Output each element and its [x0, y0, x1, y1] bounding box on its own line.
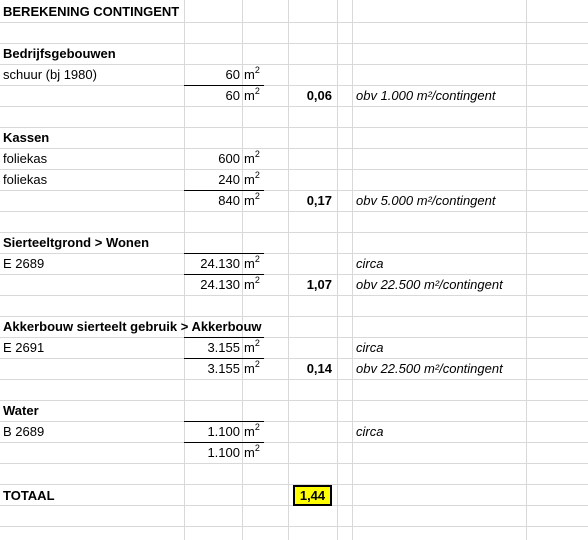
gridline-vertical [352, 0, 353, 540]
unit[interactable]: $m^2$ [244, 253, 260, 271]
unit[interactable]: $m^2$ [244, 190, 260, 208]
section-heading[interactable]: Kassen [3, 130, 50, 145]
contingent-note[interactable]: obv 22.500 m²/contingent [356, 361, 503, 376]
gridline-horizontal [0, 421, 588, 422]
unit[interactable]: $m^2$ [244, 148, 260, 166]
gridline-horizontal [0, 211, 588, 212]
subtotal-value[interactable]: 24.130 [200, 277, 240, 292]
gridline-vertical [288, 0, 289, 540]
gridline-horizontal [0, 253, 588, 254]
gridline-horizontal [0, 526, 588, 527]
subtotal-value[interactable]: 3.155 [207, 361, 240, 376]
item-value[interactable]: 60 [225, 67, 240, 82]
item-value[interactable]: 240 [218, 172, 240, 187]
unit[interactable]: $m^2$ [244, 85, 260, 103]
unit[interactable]: $m^2$ [244, 169, 260, 187]
unit[interactable]: $m^2$ [244, 337, 260, 355]
contingent-value[interactable]: 0,17 [306, 193, 332, 208]
item-value[interactable]: 600 [218, 151, 240, 166]
gridline-vertical [526, 0, 527, 540]
gridline-horizontal [0, 295, 588, 296]
contingent-note[interactable]: obv 5.000 m²/contingent [356, 193, 496, 208]
gridline-vertical [337, 0, 338, 540]
gridline-vertical [242, 0, 243, 540]
subtotal-value[interactable]: 60 [225, 88, 240, 103]
section-heading[interactable]: Akkerbouw sierteelt gebruik > Akkerbouw [3, 319, 262, 334]
unit[interactable]: $m^2$ [244, 64, 260, 82]
item-value[interactable]: 3.155 [207, 340, 240, 355]
gridline-horizontal [0, 106, 588, 107]
gridline-horizontal [0, 400, 588, 401]
gridline-horizontal [0, 337, 588, 338]
item-note[interactable]: circa [356, 256, 384, 271]
gridline-horizontal [0, 148, 588, 149]
unit[interactable]: $m^2$ [244, 358, 260, 376]
item-label[interactable]: E 2689 [3, 256, 45, 271]
contingent-note[interactable]: obv 1.000 m²/contingent [356, 88, 496, 103]
section-heading[interactable]: Bedrijfsgebouwen [3, 46, 116, 61]
item-label[interactable]: schuur (bj 1980) [3, 67, 97, 82]
unit[interactable]: $m^2$ [244, 421, 260, 439]
item-label[interactable]: foliekas [3, 151, 48, 166]
gridline-horizontal [0, 22, 588, 23]
gridline-horizontal [0, 463, 588, 464]
unit[interactable]: $m^2$ [244, 274, 260, 292]
item-value[interactable]: 24.130 [200, 256, 240, 271]
unit[interactable]: $m^2$ [244, 442, 260, 460]
item-note[interactable]: circa [356, 424, 384, 439]
item-note[interactable]: circa [356, 340, 384, 355]
contingent-value[interactable]: 0,14 [306, 361, 332, 376]
gridline-horizontal [0, 169, 588, 170]
item-label[interactable]: B 2689 [3, 424, 45, 439]
total-label[interactable]: TOTAAL [3, 488, 55, 503]
subtotal-value[interactable]: 1.100 [207, 445, 240, 460]
item-label[interactable]: E 2691 [3, 340, 45, 355]
contingent-value[interactable]: 0,06 [306, 88, 332, 103]
gridline-horizontal [0, 442, 588, 443]
gridline-horizontal [0, 379, 588, 380]
section-heading[interactable]: Sierteeltgrond > Wonen [3, 235, 150, 250]
item-value[interactable]: 1.100 [207, 424, 240, 439]
total-value[interactable]: 1,44 [299, 488, 326, 503]
sheet-title[interactable]: BEREKENING CONTINGENT [3, 4, 180, 19]
subtotal-value[interactable]: 840 [218, 193, 240, 208]
gridline-horizontal [0, 127, 588, 128]
item-label[interactable]: foliekas [3, 172, 48, 187]
contingent-value[interactable]: 1,07 [306, 277, 332, 292]
section-heading[interactable]: Water [3, 403, 39, 418]
contingent-note[interactable]: obv 22.500 m²/contingent [356, 277, 503, 292]
